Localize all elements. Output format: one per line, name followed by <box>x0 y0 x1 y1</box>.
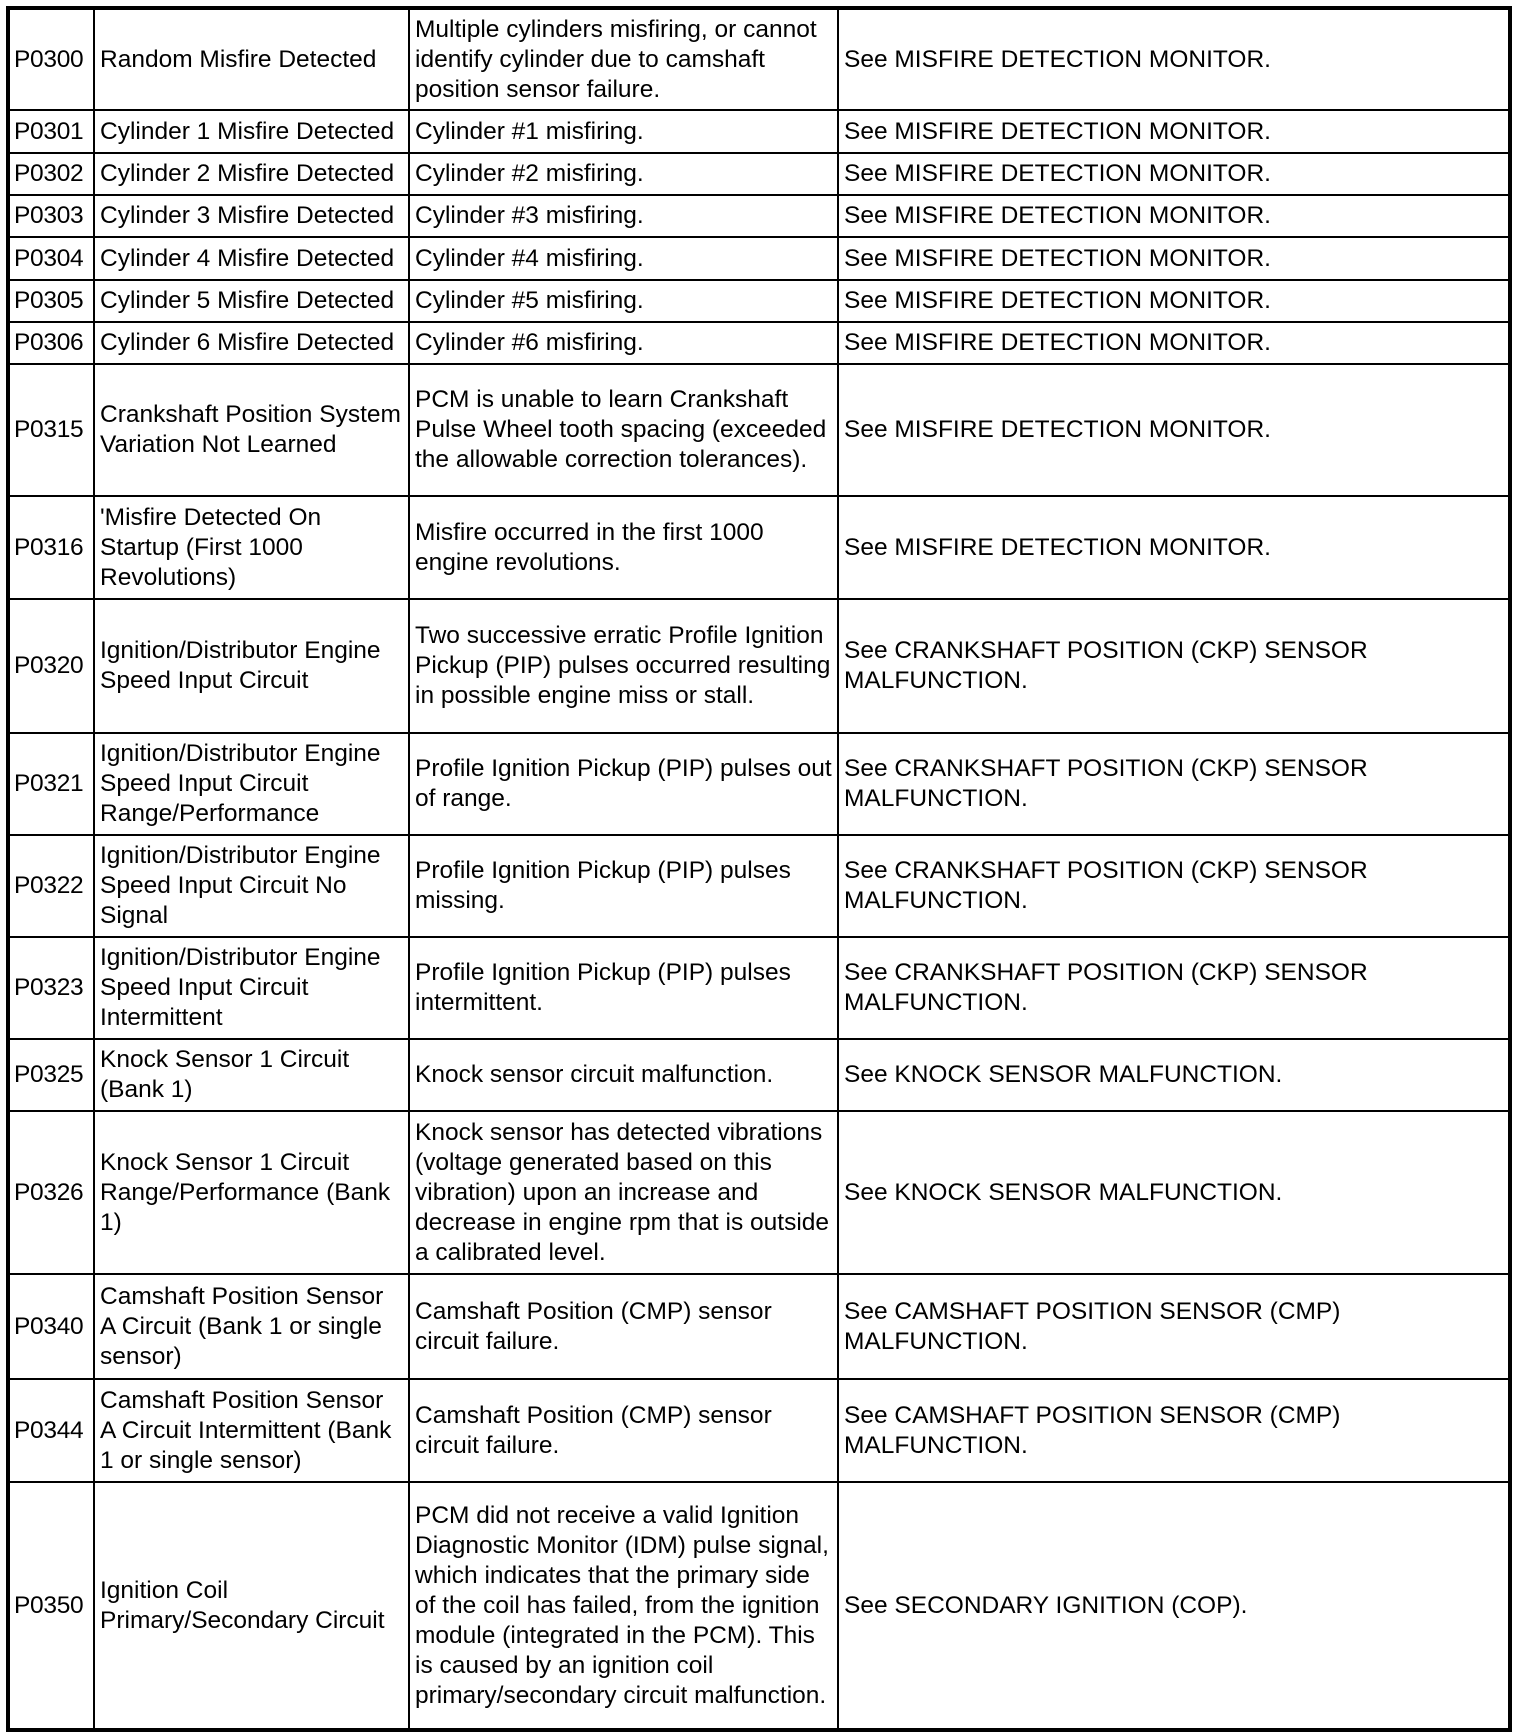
table-row <box>8 835 1510 937</box>
dtc-condition-cell: Cylinder #5 misfiring. <box>409 280 838 322</box>
dtc-condition-cell: Profile Ignition Pickup (PIP) pulses intermittent. <box>409 937 838 1039</box>
dtc-action-cell: See CAMSHAFT POSITION SENSOR (CMP) MALFUNCTION. <box>838 1379 1510 1482</box>
dtc-description-cell: Cylinder 5 Misfire Detected <box>94 280 409 322</box>
dtc-action-cell: See MISFIRE DETECTION MONITOR. <box>838 364 1510 496</box>
dtc-description-cell: Cylinder 3 Misfire Detected <box>94 195 409 237</box>
dtc-condition-cell: Multiple cylinders misfiring, or cannot identify cylinder due to camshaft position sensor failure. <box>409 8 838 110</box>
table-row <box>8 364 1510 496</box>
dtc-action-cell: See CRANKSHAFT POSITION (CKP) SENSOR MALFUNCTION. <box>838 937 1510 1039</box>
dtc-condition-cell: Knock sensor has detected vibrations (voltage generated based on this vibration) upon an increase and decrease in engine rpm that is outside a calibrated level. <box>409 1111 838 1274</box>
dtc-code-cell: P0303 <box>8 195 94 237</box>
dtc-code-cell: P0326 <box>8 1111 94 1274</box>
dtc-description-cell: Knock Sensor 1 Circuit (Bank 1) <box>94 1039 409 1111</box>
dtc-code-cell: P0304 <box>8 237 94 280</box>
dtc-code-cell: P0325 <box>8 1039 94 1111</box>
dtc-code-cell: P0300 <box>8 8 94 110</box>
dtc-description-cell: 'Misfire Detected On Startup (First 1000 Revolutions) <box>94 496 409 599</box>
dtc-action-cell: See CAMSHAFT POSITION SENSOR (CMP) MALFUNCTION. <box>838 1274 1510 1379</box>
dtc-condition-cell: Cylinder #6 misfiring. <box>409 322 838 364</box>
table-row <box>8 280 1510 322</box>
dtc-condition-cell: Camshaft Position (CMP) sensor circuit failure. <box>409 1274 838 1379</box>
table-row <box>8 8 1510 110</box>
dtc-condition-cell: Misfire occurred in the first 1000 engine revolutions. <box>409 496 838 599</box>
dtc-description-cell: Crankshaft Position System Variation Not Learned <box>94 364 409 496</box>
dtc-description-cell: Camshaft Position Sensor A Circuit Intermittent (Bank 1 or single sensor) <box>94 1379 409 1482</box>
dtc-action-cell: See KNOCK SENSOR MALFUNCTION. <box>838 1039 1510 1111</box>
dtc-description-cell: Cylinder 4 Misfire Detected <box>94 237 409 280</box>
dtc-code-cell: P0320 <box>8 599 94 733</box>
dtc-condition-cell: Cylinder #4 misfiring. <box>409 237 838 280</box>
dtc-condition-cell: Profile Ignition Pickup (PIP) pulses missing. <box>409 835 838 937</box>
dtc-description-cell: Ignition Coil Primary/Secondary Circuit <box>94 1482 409 1730</box>
dtc-description-cell: Ignition/Distributor Engine Speed Input Circuit No Signal <box>94 835 409 937</box>
dtc-action-cell: See CRANKSHAFT POSITION (CKP) SENSOR MALFUNCTION. <box>838 733 1510 835</box>
dtc-action-cell: See SECONDARY IGNITION (COP). <box>838 1482 1510 1730</box>
table-row <box>8 110 1510 153</box>
dtc-action-cell: See MISFIRE DETECTION MONITOR. <box>838 496 1510 599</box>
dtc-code-cell: P0344 <box>8 1379 94 1482</box>
dtc-table <box>6 6 1512 1732</box>
dtc-description-cell: Random Misfire Detected <box>94 8 409 110</box>
dtc-condition-cell: Cylinder #2 misfiring. <box>409 153 838 195</box>
dtc-description-cell: Knock Sensor 1 Circuit Range/Performance (Bank 1) <box>94 1111 409 1274</box>
dtc-description-cell: Cylinder 6 Misfire Detected <box>94 322 409 364</box>
dtc-condition-cell: Profile Ignition Pickup (PIP) pulses out of range. <box>409 733 838 835</box>
dtc-action-cell: See MISFIRE DETECTION MONITOR. <box>838 8 1510 110</box>
dtc-description-cell: Cylinder 2 Misfire Detected <box>94 153 409 195</box>
dtc-table-body <box>8 8 1510 1730</box>
dtc-code-cell: P0306 <box>8 322 94 364</box>
dtc-code-cell: P0302 <box>8 153 94 195</box>
dtc-code-cell: P0315 <box>8 364 94 496</box>
table-row <box>8 1379 1510 1482</box>
table-row <box>8 937 1510 1039</box>
table-row <box>8 1274 1510 1379</box>
dtc-code-cell: P0350 <box>8 1482 94 1730</box>
dtc-description-cell: Ignition/Distributor Engine Speed Input Circuit Intermittent <box>94 937 409 1039</box>
table-row <box>8 153 1510 195</box>
dtc-action-cell: See CRANKSHAFT POSITION (CKP) SENSOR MALFUNCTION. <box>838 599 1510 733</box>
table-row <box>8 195 1510 237</box>
dtc-description-cell: Ignition/Distributor Engine Speed Input Circuit Range/Performance <box>94 733 409 835</box>
dtc-code-cell: P0321 <box>8 733 94 835</box>
dtc-description-cell: Camshaft Position Sensor A Circuit (Bank 1 or single sensor) <box>94 1274 409 1379</box>
dtc-code-cell: P0301 <box>8 110 94 153</box>
dtc-condition-cell: Knock sensor circuit malfunction. <box>409 1039 838 1111</box>
table-row <box>8 1111 1510 1274</box>
dtc-action-cell: See MISFIRE DETECTION MONITOR. <box>838 322 1510 364</box>
dtc-condition-cell: Two successive erratic Profile Ignition Pickup (PIP) pulses occurred resulting in possible engine miss or stall. <box>409 599 838 733</box>
dtc-description-cell: Cylinder 1 Misfire Detected <box>94 110 409 153</box>
dtc-condition-cell: PCM did not receive a valid Ignition Diagnostic Monitor (IDM) pulse signal, which indicates that the primary side of the coil has failed, from the ignition module (integrated in the PCM). This is caused by an ignition coil primary/secondary circuit malfunction. <box>409 1482 838 1730</box>
dtc-condition-cell: PCM is unable to learn Crankshaft Pulse Wheel tooth spacing (exceeded the allowable correction tolerances). <box>409 364 838 496</box>
dtc-code-cell: P0316 <box>8 496 94 599</box>
dtc-condition-cell: Cylinder #3 misfiring. <box>409 195 838 237</box>
dtc-description-cell: Ignition/Distributor Engine Speed Input Circuit <box>94 599 409 733</box>
dtc-code-cell: P0322 <box>8 835 94 937</box>
dtc-code-cell: P0305 <box>8 280 94 322</box>
dtc-code-cell: P0323 <box>8 937 94 1039</box>
dtc-condition-cell: Cylinder #1 misfiring. <box>409 110 838 153</box>
table-row <box>8 1039 1510 1111</box>
table-row <box>8 1482 1510 1730</box>
dtc-action-cell: See MISFIRE DETECTION MONITOR. <box>838 195 1510 237</box>
dtc-code-cell: P0340 <box>8 1274 94 1379</box>
dtc-action-cell: See MISFIRE DETECTION MONITOR. <box>838 153 1510 195</box>
dtc-condition-cell: Camshaft Position (CMP) sensor circuit failure. <box>409 1379 838 1482</box>
dtc-action-cell: See MISFIRE DETECTION MONITOR. <box>838 110 1510 153</box>
table-row <box>8 322 1510 364</box>
table-row <box>8 237 1510 280</box>
dtc-action-cell: See CRANKSHAFT POSITION (CKP) SENSOR MALFUNCTION. <box>838 835 1510 937</box>
table-row <box>8 599 1510 733</box>
table-row <box>8 733 1510 835</box>
table-row <box>8 496 1510 599</box>
dtc-action-cell: See KNOCK SENSOR MALFUNCTION. <box>838 1111 1510 1274</box>
dtc-action-cell: See MISFIRE DETECTION MONITOR. <box>838 280 1510 322</box>
dtc-action-cell: See MISFIRE DETECTION MONITOR. <box>838 237 1510 280</box>
